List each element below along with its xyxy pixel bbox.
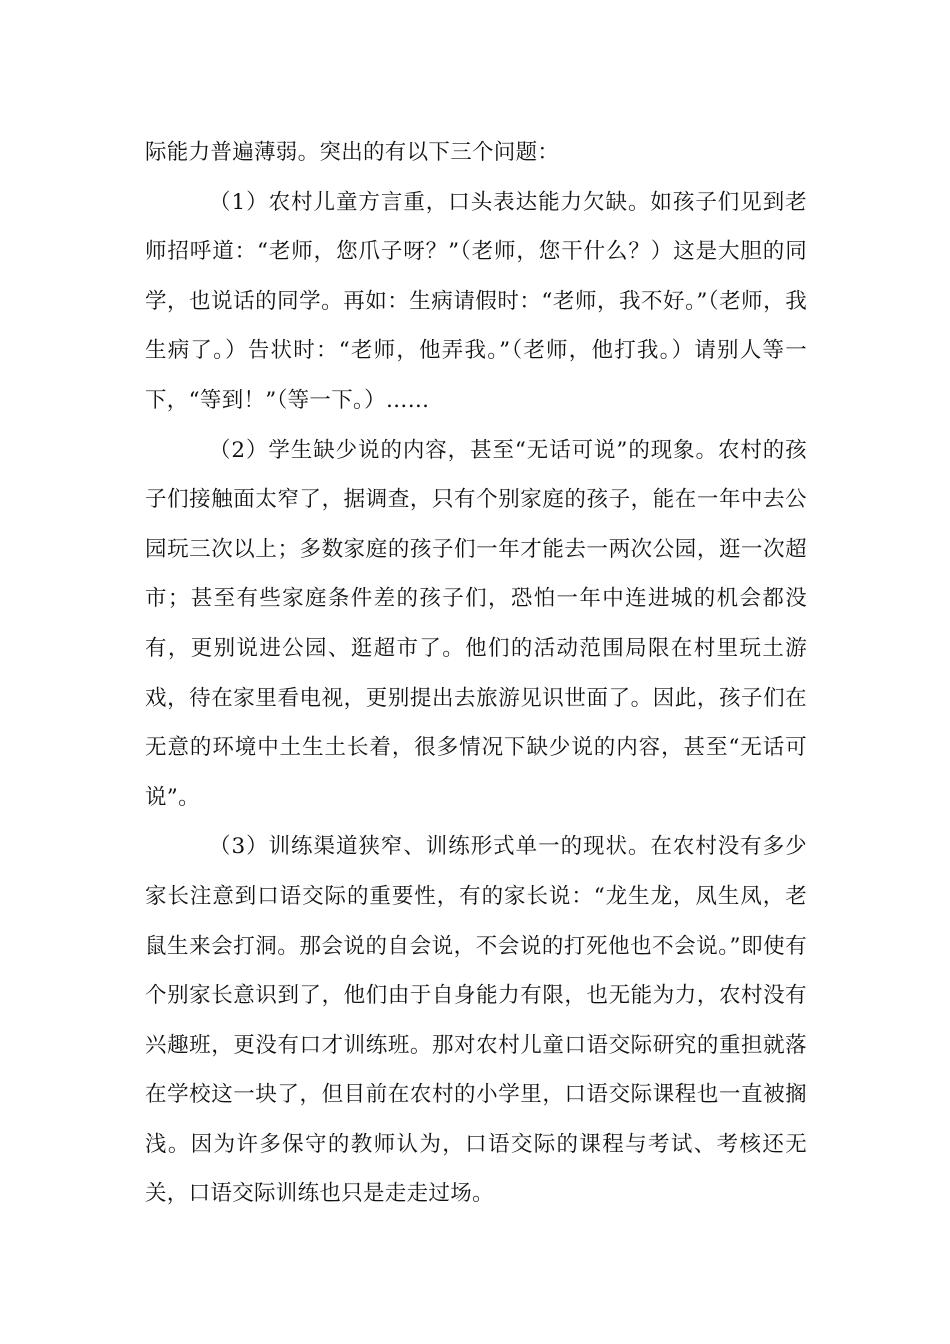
document-body xyxy=(145,128,807,1219)
paragraph-intro: 际能力普遍薄弱。突出的有以下三个问题： xyxy=(145,140,560,165)
paragraph-problem-1: （1）农村儿童方言重，口头表达能力欠缺。如孩子们见到老师招呼道：“老师，您爪子呀？”（老师，您干什么？）这是大胆的同学，也说话的同学。再如：生病请假时：“老师，我不好。”（老师，我生病了。）告状时：“老师，他弄我。”（老师，他打我。）请别人等一下，“等到！”（等一下。）…… xyxy=(145,189,807,413)
paragraph-problem-3: （3）训练渠道狭窄、训练形式单一的现状。在农村没有多少家长注意到口语交际的重要性，有的家长说：“龙生龙，凤生凤，老鼠生来会打洞。那会说的自会说，不会说的打死他也不会说。”即使有个别家长意识到了，他们由于自身能力有限，也无能为力，农村没有兴趣班，更没有口才训练班。那对农村儿童口语交际研究的重担就落在学校这一块了，但目前在农村的小学里，口语交际课程也一直被搁浅。因为许多保守的教师认为，口语交际的课程与考试、考核还无关，口语交际训练也只是走走过场。 xyxy=(145,834,807,1207)
paragraph-problem-2: （2）学生缺少说的内容，甚至“无话可说”的现象。农村的孩子们接触面太窄了，据调查，只有个别家庭的孩子，能在一年中去公园玩三次以上；多数家庭的孩子们一年才能去一两次公园，逛一次超市；甚至有些家庭条件差的孩子们，恐怕一年中连进城的机会都没有，更别说进公园、逛超市了。他们的活动范围局限在村里玩土游戏，待在家里看电视，更别提出去旅游见识世面了。因此，孩子们在无意的环境中土生土长着，很多情况下缺少说的内容，甚至“无话可说”。 xyxy=(145,437,807,810)
